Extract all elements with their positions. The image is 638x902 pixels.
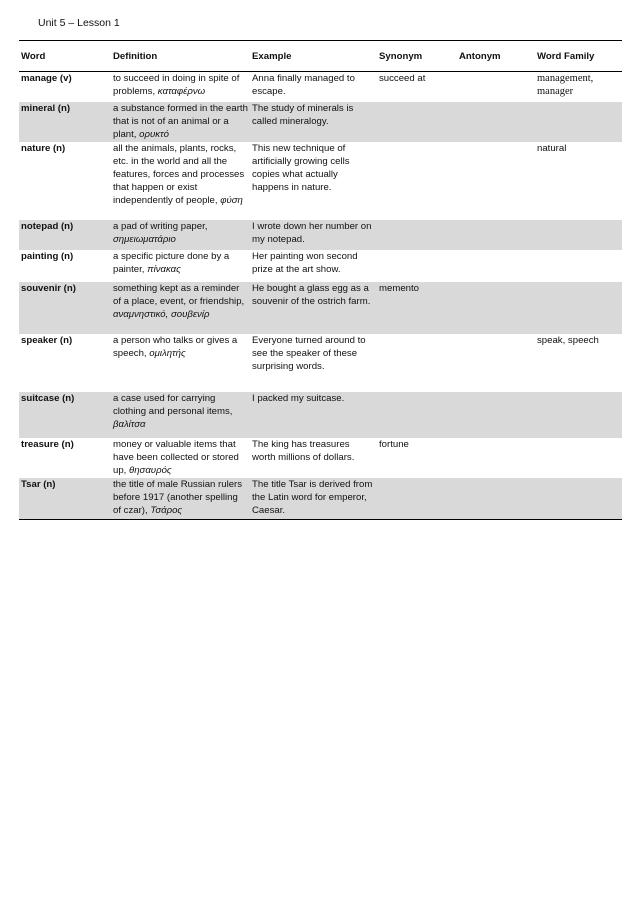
antonym-cell <box>457 438 535 478</box>
table-row <box>19 220 622 250</box>
example-cell: Everyone turned around to see the speaker of these surprising words. <box>252 334 366 372</box>
example-cell: The king has treasures worth millions of dollars. <box>252 438 355 463</box>
table-row <box>19 282 622 334</box>
antonym-cell <box>457 392 535 438</box>
antonym-cell <box>457 282 535 334</box>
word-family-cell: natural <box>537 142 567 154</box>
word-family-cell <box>535 478 622 520</box>
definition-cell <box>111 142 250 220</box>
antonym-cell <box>457 250 535 282</box>
synonym-cell <box>377 142 457 220</box>
word-cell: notepad (n) <box>19 220 111 250</box>
definition-text: a person who talks or gives a speech, <box>113 334 238 359</box>
synonym-cell <box>377 334 457 392</box>
definition-cell <box>111 438 250 478</box>
word-family-cell <box>535 392 622 438</box>
column-header-example: Example <box>250 41 377 72</box>
example-cell: This new technique of artificially growing cells copies what actually happens in nature. <box>252 142 350 193</box>
definition-text: something kept as a reminder of a place, event, or friendship, <box>113 282 245 307</box>
antonym-cell <box>457 72 535 102</box>
antonym-cell <box>457 478 535 520</box>
antonym-cell <box>457 220 535 250</box>
greek-translation: ομιλητής <box>149 347 186 359</box>
antonym-cell <box>457 102 535 142</box>
word-cell: painting (n) <box>21 250 74 262</box>
table-row <box>19 478 622 520</box>
word-cell: mineral (n) <box>19 102 111 142</box>
definition-cell <box>111 250 250 282</box>
synonym-cell <box>377 478 457 520</box>
definition-text: a pad of writing paper, <box>113 220 208 232</box>
word-cell: nature (n) <box>21 142 66 154</box>
word-cell: suitcase (n) <box>19 392 111 438</box>
antonym-cell <box>457 142 535 220</box>
table-row <box>19 392 622 438</box>
word-family-cell <box>535 282 622 334</box>
unit-title: Unit 5 – Lesson 1 <box>38 17 120 29</box>
word-family-cell <box>535 102 622 142</box>
word-cell: souvenir (n) <box>19 282 111 334</box>
column-header-definition: Definition <box>111 41 250 72</box>
definition-cell <box>111 102 250 142</box>
example-cell: The title Tsar is derived from the Latin word for emperor, Caesar. <box>250 478 377 520</box>
definition-cell <box>111 72 250 102</box>
synonym-cell: succeed at <box>379 73 426 84</box>
definition-text: all the animals, plants, rocks, etc. in the world and all the features, forces and processes that happen or exist independently of people, <box>113 142 245 206</box>
greek-translation: σημειωματάριο <box>113 233 176 245</box>
greek-translation: βαλίτσα <box>113 418 146 430</box>
vocabulary-table <box>19 40 622 520</box>
greek-translation: φύση <box>220 194 243 206</box>
example-cell: I packed my suitcase. <box>250 392 377 438</box>
example-cell: The study of minerals is called mineralogy. <box>250 102 377 142</box>
synonym-cell <box>377 392 457 438</box>
column-header-word: Word <box>19 41 111 72</box>
definition-cell <box>111 282 250 334</box>
table-row <box>19 102 622 142</box>
table-row <box>19 438 622 478</box>
example-cell: Anna finally managed to escape. <box>252 73 355 97</box>
table-row <box>19 142 622 220</box>
greek-translation: πίνακας <box>147 263 181 275</box>
definition-text: a specific picture done by a painter, <box>113 250 230 275</box>
word-family-cell <box>535 438 622 478</box>
synonym-cell: memento <box>377 282 457 334</box>
word-cell: treasure (n) <box>21 438 74 450</box>
word-family-cell: speak, speech <box>537 334 599 346</box>
synonym-cell: fortune <box>379 438 409 450</box>
word-family-cell <box>535 250 622 282</box>
word-cell: speaker (n) <box>21 334 73 346</box>
definition-text: the title of male Russian rulers before 1917 (another spelling of czar), <box>113 478 243 516</box>
greek-translation: καταφέρνω <box>157 86 206 97</box>
greek-translation: Τσάρος <box>150 504 183 516</box>
antonym-cell <box>457 334 535 392</box>
word-cell: Tsar (n) <box>19 478 111 520</box>
example-cell: I wrote down her number on my notepad. <box>250 220 377 250</box>
column-header-synonym: Synonym <box>377 41 457 72</box>
example-cell: Her painting won second prize at the art show. <box>252 250 358 275</box>
greek-translation: αναμνηστικό, σουβενίρ <box>113 308 210 320</box>
table-header-row <box>19 41 622 72</box>
definition-cell <box>111 220 250 250</box>
word-family-cell <box>535 220 622 250</box>
word-cell: manage (v) <box>21 73 72 84</box>
greek-translation: ορυκτό <box>139 128 169 140</box>
word-family-cell: management, manager <box>537 73 594 97</box>
example-cell: He bought a glass egg as a souvenir of the ostrich farm. <box>250 282 377 334</box>
synonym-cell <box>377 220 457 250</box>
synonym-cell <box>377 250 457 282</box>
definition-text: to succeed in doing in spite of problems, <box>113 73 240 97</box>
definition-cell <box>111 392 250 438</box>
definition-cell <box>111 478 250 520</box>
definition-text: money or valuable items that have been collected or stored up, <box>113 438 239 476</box>
greek-translation: θησαυρός <box>129 464 172 476</box>
definition-text: a substance formed in the earth that is not of an animal or a plant, <box>113 102 248 140</box>
definition-text: a case used for carrying clothing and personal items, <box>113 392 233 417</box>
table-row <box>19 334 622 392</box>
table-row <box>19 72 622 102</box>
column-header-word-family: Word Family <box>535 41 622 72</box>
column-header-antonym: Antonym <box>457 41 535 72</box>
table-row <box>19 250 622 282</box>
definition-cell <box>111 334 250 392</box>
synonym-cell <box>377 102 457 142</box>
